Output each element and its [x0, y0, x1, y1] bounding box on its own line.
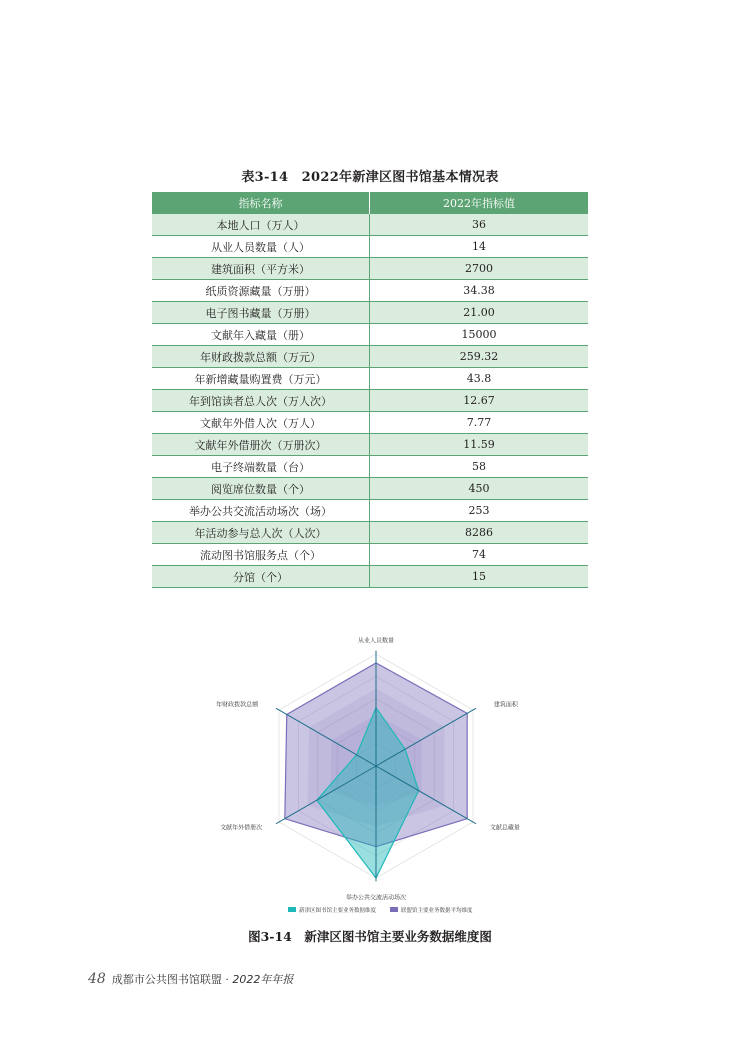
indicator-value-cell: 74 — [370, 544, 589, 566]
indicator-value-cell: 253 — [370, 500, 589, 522]
indicator-value-cell: 36 — [370, 214, 589, 236]
axis-label: 年财政拨款总额 — [216, 701, 259, 709]
table-row — [152, 544, 588, 566]
indicator-name-cell: 流动图书馆服务点（个） — [152, 544, 370, 566]
indicator-value-cell: 450 — [370, 478, 589, 500]
table-row — [152, 258, 588, 280]
table-row — [152, 478, 588, 500]
legend-swatch — [390, 907, 398, 912]
radar-chart — [200, 620, 556, 920]
table-row — [152, 390, 588, 412]
footer-text: 成都市公共图书馆联盟 · — [111, 973, 233, 986]
table-row — [152, 500, 588, 522]
table-row — [152, 456, 588, 478]
table-row — [152, 324, 588, 346]
table-row — [152, 214, 588, 236]
indicator-name-cell: 建筑面积（平方米） — [152, 258, 370, 280]
header-indicator-value: 2022年指标值 — [370, 192, 589, 214]
table-row — [152, 302, 588, 324]
header-indicator-name: 指标名称 — [152, 192, 370, 214]
indicator-value-cell: 58 — [370, 456, 589, 478]
axis-label: 从业人员数量 — [357, 637, 395, 645]
indicator-value-cell: 7.77 — [370, 412, 589, 434]
axis-label: 文献总藏量 — [489, 824, 520, 832]
indicator-name-cell: 举办公共交流活动场次（场） — [152, 500, 370, 522]
indicator-name-cell: 电子图书藏量（万册） — [152, 302, 370, 324]
indicator-name-cell: 文献年入藏量（册） — [152, 324, 370, 346]
table-row — [152, 566, 588, 588]
indicator-name-cell: 电子终端数量（台） — [152, 456, 370, 478]
indicator-value-cell: 34.38 — [370, 280, 589, 302]
indicator-name-cell: 阅览席位数量（个） — [152, 478, 370, 500]
indicator-name-cell: 从业人员数量（人） — [152, 236, 370, 258]
table-row — [152, 280, 588, 302]
table-row — [152, 412, 588, 434]
indicator-name-cell: 本地人口（万人） — [152, 214, 370, 236]
legend-swatch — [288, 907, 296, 912]
indicator-name-cell: 文献年外借册次（万册次） — [152, 434, 370, 456]
table-row — [152, 368, 588, 390]
table-row — [152, 236, 588, 258]
indicator-value-cell: 14 — [370, 236, 589, 258]
indicator-value-cell: 2700 — [370, 258, 589, 280]
table-row — [152, 346, 588, 368]
indicator-value-cell: 43.8 — [370, 368, 589, 390]
footer-year: 2022年年报 — [232, 973, 294, 986]
page-footer — [88, 971, 293, 987]
indicator-value-cell: 12.67 — [370, 390, 589, 412]
indicator-name-cell: 年财政拨款总额（万元） — [152, 346, 370, 368]
legend-label: 新津区图书馆主要业务数据维度 — [299, 908, 377, 914]
indicator-name-cell: 年到馆读者总人次（万人次） — [152, 390, 370, 412]
page-number: 48 — [88, 971, 106, 987]
info-table — [152, 192, 588, 588]
table-body — [152, 214, 588, 588]
legend-label: 联盟馆主要业务数据平均维度 — [401, 908, 473, 914]
table-row — [152, 522, 588, 544]
indicator-value-cell: 8286 — [370, 522, 589, 544]
radar-legend — [288, 906, 473, 914]
table-header-row — [152, 192, 588, 214]
indicator-value-cell: 259.32 — [370, 346, 589, 368]
indicator-value-cell: 21.00 — [370, 302, 589, 324]
indicator-name-cell: 年新增藏量购置费（万元） — [152, 368, 370, 390]
indicator-name-cell: 分馆（个） — [152, 566, 370, 588]
axis-label: 文献年外借册次 — [220, 824, 263, 832]
indicator-name-cell: 文献年外借人次（万人） — [152, 412, 370, 434]
figure-caption: 图3-14 新津区图书馆主要业务数据维度图 — [248, 929, 492, 944]
table-row — [152, 434, 588, 456]
indicator-name-cell: 纸质资源藏量（万册） — [152, 280, 370, 302]
axis-label: 举办公共交流活动场次 — [345, 894, 407, 902]
axis-label: 建筑面积 — [493, 701, 518, 709]
indicator-name-cell: 年活动参与总人次（人次） — [152, 522, 370, 544]
indicator-value-cell: 15 — [370, 566, 589, 588]
indicator-value-cell: 11.59 — [370, 434, 589, 456]
indicator-value-cell: 15000 — [370, 324, 589, 346]
table-title: 表3-14 2022年新津区图书馆基本情况表 — [241, 170, 499, 185]
